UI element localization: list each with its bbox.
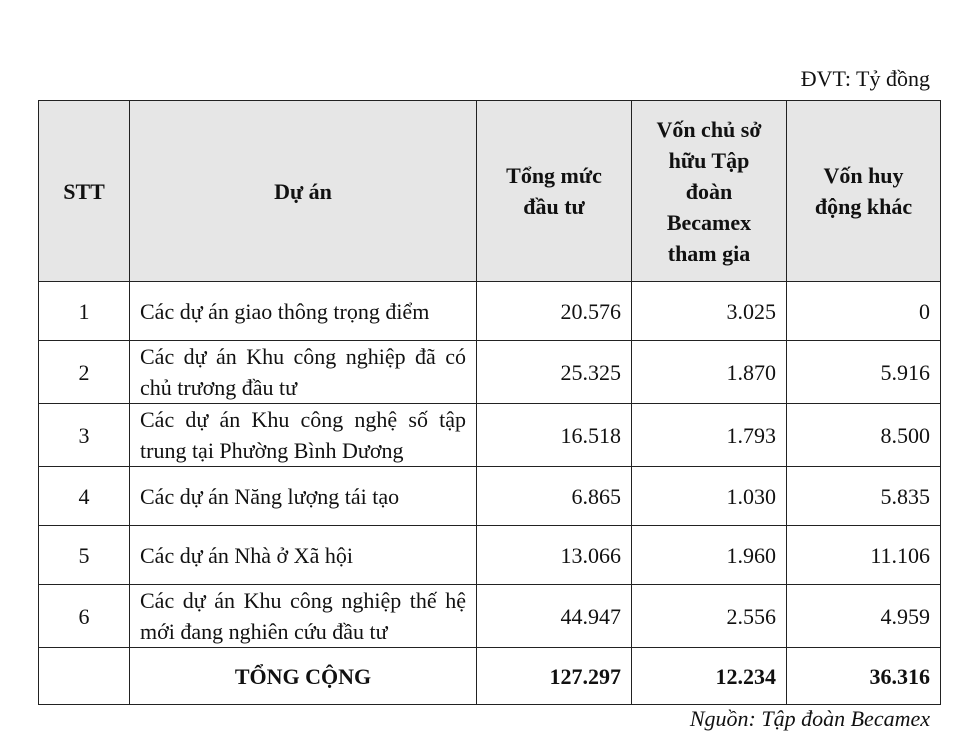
table-row [39,341,941,404]
unit-note: ĐVT: Tỷ đồng [800,66,930,91]
row-total-investment: 16.518 [477,404,632,467]
table-row [39,467,941,526]
row-becamex-equity: 1.960 [632,526,787,585]
row-becamex-equity: 1.030 [632,467,787,526]
total-row [39,648,941,705]
total-stt-empty [39,648,130,705]
total-label: TỔNG CỘNG [130,648,477,705]
table-row [39,585,941,648]
row-becamex-equity: 3.025 [632,282,787,341]
row-stt: 5 [39,526,130,585]
row-stt: 6 [39,585,130,648]
header-total-investment: Tổng mức đầu tư [477,101,632,282]
row-project: Các dự án giao thông trọng điểm [130,282,477,341]
header-other-funding: Vốn huy động khác [787,101,941,282]
row-project: Các dự án Năng lượng tái tạo [130,467,477,526]
row-total-investment: 25.325 [477,341,632,404]
header-becamex-equity: Vốn chủ sở hữu Tập đoàn Becamex tham gia [632,101,787,282]
row-total-investment: 13.066 [477,526,632,585]
total-other-sum: 36.316 [787,648,941,705]
row-stt: 1 [39,282,130,341]
row-stt: 3 [39,404,130,467]
table-row [39,526,941,585]
row-other-funding: 8.500 [787,404,941,467]
row-becamex-equity: 1.793 [632,404,787,467]
row-other-funding: 5.916 [787,341,941,404]
row-project: Các dự án Khu công nghiệp thế hệ mới đang nghiên cứu đầu tư [130,585,477,648]
table-header-row [39,101,941,282]
total-investment-sum: 127.297 [477,648,632,705]
row-becamex-equity: 1.870 [632,341,787,404]
row-other-funding: 0 [787,282,941,341]
row-total-investment: 20.576 [477,282,632,341]
row-becamex-equity: 2.556 [632,585,787,648]
header-stt: STT [39,101,130,282]
row-project: Các dự án Khu công nghiệp đã có chủ trương đầu tư [130,341,477,404]
row-total-investment: 44.947 [477,585,632,648]
total-equity-sum: 12.234 [632,648,787,705]
row-stt: 4 [39,467,130,526]
row-other-funding: 5.835 [787,467,941,526]
row-project: Các dự án Nhà ở Xã hội [130,526,477,585]
row-total-investment: 6.865 [477,467,632,526]
table-row [39,282,941,341]
row-other-funding: 4.959 [787,585,941,648]
header-project: Dự án [130,101,477,282]
row-other-funding: 11.106 [787,526,941,585]
row-project: Các dự án Khu công nghệ số tập trung tại Phường Bình Dương [130,404,477,467]
investment-table [38,100,941,705]
source-note: Nguồn: Tập đoàn Becamex [689,706,930,731]
table-row [39,404,941,467]
row-stt: 2 [39,341,130,404]
